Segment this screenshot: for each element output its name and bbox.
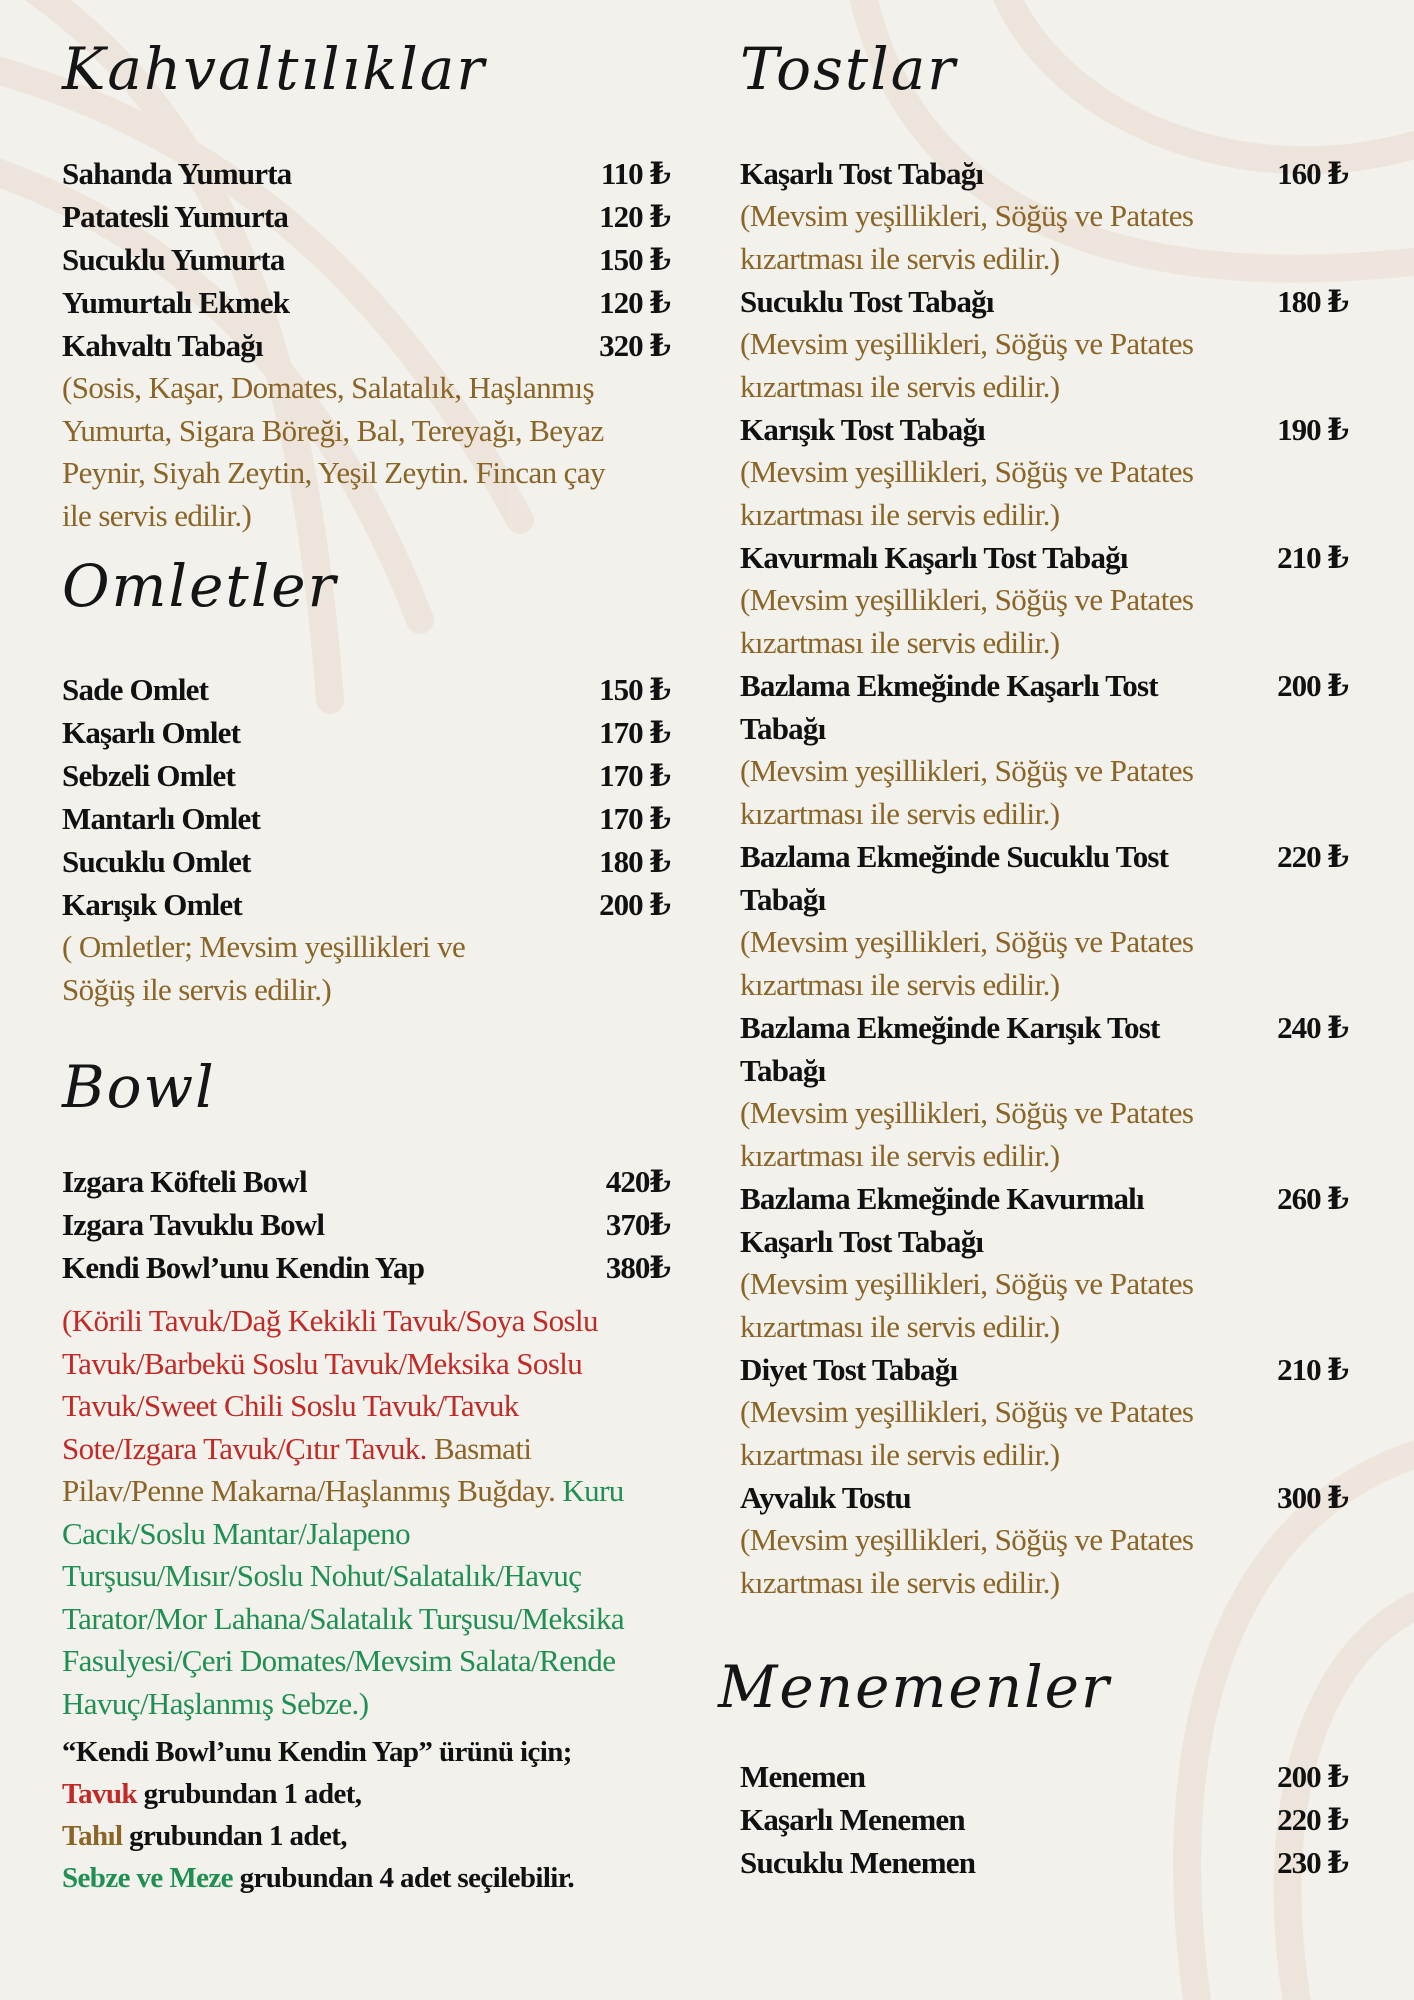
item-description: Peynir, Siyah Zeytin, Yeşil Zeytin. Fincan çay (62, 455, 605, 490)
menu-item (740, 1476, 1350, 1604)
text-segment: Sebze ve Meze (62, 1862, 233, 1894)
item-name: Sucuklu Omlet (62, 844, 251, 879)
item-header (740, 664, 1350, 750)
item-name: Sade Omlet (62, 672, 209, 707)
section-title-tostlar: Tostlar (740, 35, 958, 103)
text-segment: Sote/Izgara Tavuk/Çıtır Tavuk. (62, 1430, 427, 1466)
item-description: (Mevsim yeşillikleri, Söğüş ve Patates (740, 198, 1194, 233)
tostlar-list (740, 152, 1350, 1604)
item-description: kızartması ile servis edilir.) (740, 1308, 1060, 1344)
menu-item (740, 408, 1350, 536)
item-name (740, 536, 1270, 579)
item-price: 110 ₺ (600, 156, 670, 191)
item-name-line: Bazlama Ekmeğinde Kavurmalı (740, 1181, 1144, 1216)
item-name (740, 1476, 1270, 1519)
item-name: Patatesli Yumurta (62, 199, 289, 234)
item-price: 370₺ (605, 1207, 670, 1242)
item-description: kızartması ile servis edilir.) (740, 240, 1060, 276)
text-segment: Fasulyesi/Çeri Domates/Mevsim Salata/Rende (62, 1643, 616, 1678)
text-line (62, 1598, 742, 1641)
section-title-kahvaltiliklar: Kahvaltılıklar (62, 35, 487, 103)
menu-item (740, 152, 1350, 280)
text-segment: Tavuk/Sweet Chili Soslu Tavuk/Tavuk (62, 1388, 519, 1423)
item-name-line: Kaşarlı Tost Tabağı (740, 156, 984, 191)
text-segment: Kuru (555, 1473, 624, 1508)
text-segment: grubundan 4 adet seçilebilir. (232, 1862, 575, 1894)
item-price: 180 ₺ (599, 844, 670, 879)
menu-item (62, 1246, 672, 1289)
menu-item (740, 536, 1350, 664)
text-segment: “Kendi Bowl’unu Kendin Yap” ürünü için; (62, 1736, 572, 1768)
menemenler-list (740, 1755, 1350, 1884)
item-description: (Mevsim yeşillikleri, Söğüş ve Patates (740, 454, 1194, 489)
item-header (740, 536, 1350, 579)
text-line (62, 1640, 742, 1683)
item-description: (Mevsim yeşillikleri, Söğüş ve Patates (740, 1394, 1194, 1429)
item-description: (Mevsim yeşillikleri, Söğüş ve Patates (740, 1266, 1194, 1301)
menu-item (740, 1755, 1350, 1798)
item-description: kızartması ile servis edilir.) (740, 1436, 1060, 1472)
item-description: kızartması ile servis edilir.) (740, 368, 1060, 404)
item-name (740, 664, 1270, 750)
item-name-line: Ayvalık Tostu (740, 1480, 911, 1515)
item-name (740, 152, 1270, 195)
text-segment: Pilav/Penne Makarna/Haşlanmış Buğday. (62, 1473, 556, 1508)
section-title-bowl: Bowl (62, 1053, 216, 1121)
item-header (740, 835, 1350, 921)
item-name-line: Tabağı (740, 711, 826, 746)
item-description: kızartması ile servis edilir.) (740, 496, 1060, 532)
item-price: 260 ₺ (1277, 1181, 1348, 1216)
item-name: Izgara Tavuklu Bowl (62, 1207, 325, 1242)
item-name: Izgara Köfteli Bowl (62, 1164, 307, 1199)
item-header (740, 1476, 1350, 1519)
text-line (62, 1428, 742, 1471)
text-line (62, 1731, 742, 1773)
item-price: 230 ₺ (1277, 1845, 1348, 1880)
menu-item (740, 664, 1350, 835)
item-name-line: Kavurmalı Kaşarlı Tost Tabağı (740, 540, 1128, 575)
text-line (62, 1513, 742, 1556)
text-line (62, 1385, 742, 1428)
item-description: Yumurta, Sigara Böreği, Bal, Tereyağı, Beyaz (62, 412, 604, 448)
menu-item (62, 238, 672, 281)
item-price: 210 ₺ (1277, 540, 1348, 575)
item-name (740, 1006, 1270, 1092)
menu-item (740, 1006, 1350, 1177)
item-price: 180 ₺ (1277, 284, 1348, 319)
item-price: 200 ₺ (1277, 668, 1348, 703)
text-line (62, 1555, 742, 1598)
menu-item (62, 195, 672, 238)
kahvaltiliklar-list (62, 152, 672, 537)
item-description: ( Omletler; Mevsim yeşillikleri ve (62, 929, 466, 964)
item-name-line: Kaşarlı Tost Tabağı (740, 1224, 984, 1259)
item-name: Kaşarlı Menemen (740, 1802, 965, 1837)
item-description: kızartması ile servis edilir.) (740, 795, 1060, 831)
item-price: 200 ₺ (599, 887, 670, 922)
menu-item (740, 1177, 1350, 1348)
item-name: Sebzeli Omlet (62, 758, 235, 793)
bowl-list (62, 1160, 672, 1289)
item-name: Menemen (740, 1759, 866, 1794)
item-price: 150 ₺ (599, 242, 670, 277)
item-price: 150 ₺ (599, 672, 670, 707)
item-header (740, 1006, 1350, 1092)
item-name-line: Bazlama Ekmeğinde Karışık Tost (740, 1010, 1160, 1045)
item-price: 170 ₺ (599, 801, 670, 836)
item-description: (Mevsim yeşillikleri, Söğüş ve Patates (740, 582, 1194, 617)
item-price: 320 ₺ (599, 328, 670, 363)
text-line (62, 1343, 742, 1386)
item-header (740, 152, 1350, 195)
item-name (740, 835, 1270, 921)
item-name-line: Diyet Tost Tabağı (740, 1352, 958, 1387)
menu-item (62, 883, 672, 926)
text-line (62, 1683, 742, 1726)
item-header (740, 408, 1350, 451)
menu-item (740, 1798, 1350, 1841)
item-description: (Sosis, Kaşar, Domates, Salatalık, Haşlanmış (62, 370, 594, 405)
menu-item (62, 840, 672, 883)
item-name-line: Tabağı (740, 1053, 826, 1088)
item-name (740, 1177, 1270, 1263)
item-name (740, 408, 1270, 451)
item-name-line: Bazlama Ekmeğinde Kaşarlı Tost (740, 668, 1158, 703)
item-description: kızartması ile servis edilir.) (740, 1137, 1060, 1173)
menu-item (62, 797, 672, 840)
item-description: (Mevsim yeşillikleri, Söğüş ve Patates (740, 1522, 1194, 1557)
item-price: 200 ₺ (1277, 1759, 1348, 1794)
item-name (740, 1348, 1270, 1391)
text-segment: Tahıl (62, 1820, 123, 1852)
menu-item (62, 152, 672, 195)
section-title-menemenler: Menemenler (718, 1653, 1111, 1721)
text-segment: Tavuk (62, 1778, 137, 1810)
item-name (740, 280, 1270, 323)
item-header (740, 280, 1350, 323)
item-price: 220 ₺ (1277, 839, 1348, 874)
item-description: kızartması ile servis edilir.) (740, 1564, 1060, 1600)
bowl-description (62, 1300, 742, 1725)
menu-item (62, 668, 672, 711)
item-description: ile servis edilir.) (62, 497, 252, 533)
item-name: Yumurtalı Ekmek (62, 285, 290, 320)
item-name: Kahvaltı Tabağı (62, 328, 263, 363)
menu-item (62, 1203, 672, 1246)
item-description: (Mevsim yeşillikleri, Söğüş ve Patates (740, 1095, 1194, 1130)
item-price: 240 ₺ (1277, 1010, 1348, 1045)
menu-item (740, 1841, 1350, 1884)
item-name: Kendi Bowl’unu Kendin Yap (62, 1250, 425, 1285)
menu-item (62, 324, 672, 367)
item-name: Kaşarlı Omlet (62, 715, 241, 750)
menu-item (740, 280, 1350, 408)
item-name: Karışık Omlet (62, 887, 242, 922)
text-segment: Tarator/Mor Lahana/Salatalık Turşusu/Meksika (62, 1600, 625, 1636)
menu-item (62, 1160, 672, 1203)
text-line (62, 1857, 742, 1899)
item-price: 120 ₺ (599, 199, 670, 234)
menu-item (62, 281, 672, 324)
text-segment: grubundan 1 adet, (136, 1778, 362, 1810)
item-price: 170 ₺ (599, 715, 670, 750)
text-line (62, 1815, 742, 1857)
item-name-line: Tabağı (740, 882, 826, 917)
item-name-line: Karışık Tost Tabağı (740, 412, 985, 447)
item-price: 170 ₺ (599, 758, 670, 793)
menu-item (740, 835, 1350, 1006)
section-title-omletler: Omletler (62, 552, 338, 620)
item-price: 300 ₺ (1277, 1480, 1348, 1515)
item-name: Mantarlı Omlet (62, 801, 260, 836)
item-price: 220 ₺ (1277, 1802, 1348, 1837)
item-description: Söğüş ile servis edilir.) (62, 971, 332, 1007)
menu-item (740, 1348, 1350, 1476)
item-price: 210 ₺ (1277, 1352, 1348, 1387)
item-price: 420₺ (605, 1164, 670, 1199)
bowl-note (62, 1731, 742, 1899)
text-segment: Havuç/Haşlanmış Sebze.) (62, 1685, 369, 1721)
omletler-list (62, 668, 672, 1011)
item-description: (Mevsim yeşillikleri, Söğüş ve Patates (740, 753, 1194, 788)
item-price: 120 ₺ (599, 285, 670, 320)
item-description: kızartması ile servis edilir.) (740, 624, 1060, 660)
item-name-line: Sucuklu Tost Tabağı (740, 284, 994, 319)
menu-item (62, 754, 672, 797)
item-name: Sucuklu Yumurta (62, 242, 285, 277)
item-price: 190 ₺ (1277, 412, 1348, 447)
item-header (740, 1177, 1350, 1263)
item-name: Sucuklu Menemen (740, 1845, 976, 1880)
item-description: (Mevsim yeşillikleri, Söğüş ve Patates (740, 326, 1194, 361)
item-name-line: Bazlama Ekmeğinde Sucuklu Tost (740, 839, 1169, 874)
item-name: Sahanda Yumurta (62, 156, 292, 191)
item-price: 380₺ (605, 1250, 670, 1285)
item-description: kızartması ile servis edilir.) (740, 966, 1060, 1002)
text-segment: Basmati (426, 1430, 532, 1466)
text-segment: Tavuk/Barbekü Soslu Tavuk/Meksika Soslu (62, 1345, 583, 1381)
text-line (62, 1300, 742, 1343)
text-segment: grubundan 1 adet, (122, 1820, 347, 1852)
item-description: (Mevsim yeşillikleri, Söğüş ve Patates (740, 924, 1194, 959)
item-header (740, 1348, 1350, 1391)
text-segment: (Körili Tavuk/Dağ Kekikli Tavuk/Soya Soslu (62, 1303, 598, 1338)
menu-item (62, 711, 672, 754)
text-line (62, 1470, 742, 1513)
text-segment: Cacık/Soslu Mantar/Jalapeno (62, 1515, 410, 1551)
text-segment: Turşusu/Mısır/Soslu Nohut/Salatalık/Havuç (62, 1558, 582, 1593)
item-price: 160 ₺ (1277, 156, 1348, 191)
text-line (62, 1773, 742, 1815)
